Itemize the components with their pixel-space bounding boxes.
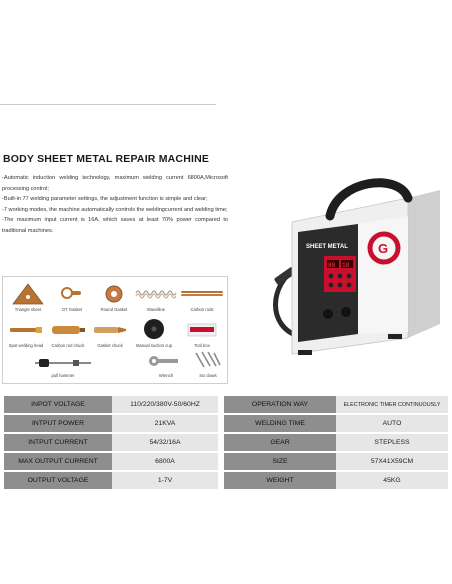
feature-item: -Built-in 77 welding parameter settings, the adjustment function is simple and clear; bbox=[2, 196, 208, 202]
accessory-label: Gasket chuck bbox=[97, 343, 123, 348]
accessory-label: OT Gasket bbox=[61, 307, 83, 312]
accessory-item bbox=[49, 283, 95, 312]
table-row bbox=[4, 471, 448, 490]
accessory-item bbox=[133, 283, 179, 312]
accessory-item bbox=[87, 319, 133, 348]
suction-cup-icon bbox=[139, 317, 169, 341]
spec-value: STEPLESS bbox=[336, 433, 448, 452]
table-row bbox=[4, 414, 448, 433]
accessory-label: pull hammer bbox=[51, 373, 75, 378]
carbon-rods-icon bbox=[179, 283, 225, 305]
specs-table bbox=[4, 396, 448, 491]
carbon-rod-chuck-icon bbox=[48, 319, 88, 341]
spec-label: WEIGHT bbox=[224, 471, 336, 490]
accessory-label: Six claws bbox=[199, 373, 217, 378]
spec-value: 6800A bbox=[112, 452, 218, 471]
accessory-label: Round Gasket bbox=[100, 307, 128, 312]
waveline-icon bbox=[134, 283, 178, 305]
spec-value: 110/220/380V-50/60HZ bbox=[112, 396, 218, 414]
panel-label: SHEET METAL bbox=[306, 244, 348, 250]
accessory-label: Wavelline bbox=[147, 307, 165, 312]
accessory-label: Spot welding head bbox=[8, 343, 44, 348]
page-title: BODY SHEET METAL REPAIR MACHINE bbox=[3, 153, 210, 165]
accessory-item bbox=[33, 355, 93, 378]
brand-mark: G bbox=[378, 241, 389, 256]
feature-item: -7 working modes, the machine automatically controls the weldingcurrent and welding time; bbox=[2, 206, 228, 213]
spec-value: 57X41X59CM bbox=[336, 452, 448, 471]
accessory-item bbox=[45, 319, 91, 348]
six-claws-icon bbox=[190, 349, 226, 371]
accessory-label: Carbon rod chuck bbox=[51, 343, 85, 348]
accessory-item bbox=[143, 351, 189, 378]
spec-label: INTPUT POWER bbox=[4, 414, 112, 433]
top-divider bbox=[0, 104, 216, 105]
display-right: 18 bbox=[342, 262, 350, 269]
ot-gasket-icon bbox=[57, 283, 87, 305]
spec-value: AUTO bbox=[336, 414, 448, 433]
accessory-item bbox=[131, 317, 177, 348]
spec-label: OUTPUT VOLTAGE bbox=[4, 471, 112, 490]
accessory-item bbox=[179, 283, 225, 312]
spec-label: MAX OUTPUT CURRENT bbox=[4, 452, 112, 471]
spec-value: 45KG bbox=[336, 471, 448, 490]
accessory-label: Triangle sheet bbox=[14, 307, 42, 312]
spec-label: GEAR bbox=[224, 433, 336, 452]
spec-value: 54/32/16A bbox=[112, 433, 218, 452]
display-left: 88 bbox=[328, 262, 336, 269]
spot-welding-head-icon bbox=[6, 319, 46, 341]
welding-machine-image bbox=[258, 176, 448, 376]
accessory-item bbox=[185, 349, 231, 378]
spec-label: INPOT VOLTAGE bbox=[4, 396, 112, 414]
round-gasket-icon bbox=[99, 283, 129, 305]
feature-item: -The maximum input current is 16A, which saves at least 70% power compared to traditional machines. bbox=[2, 217, 228, 234]
accessory-label: Wrench bbox=[158, 373, 174, 378]
spec-label: WELDING TIME bbox=[224, 414, 336, 433]
triangle-sheet-icon bbox=[11, 283, 45, 305]
accessory-label: Tool box bbox=[194, 343, 210, 348]
table-row bbox=[4, 396, 448, 414]
accessory-item bbox=[179, 319, 225, 348]
accessory-item bbox=[91, 283, 137, 312]
gasket-chuck-icon bbox=[90, 319, 130, 341]
spec-value: 21KVA bbox=[112, 414, 218, 433]
accessory-label: Carbon rods bbox=[190, 307, 214, 312]
tool-box-icon bbox=[182, 319, 222, 341]
feature-list bbox=[2, 173, 228, 236]
spec-value: ELECTRONIC TIMER CONTINUOUSLY bbox=[336, 396, 448, 414]
table-row bbox=[4, 452, 448, 471]
accessories-panel bbox=[2, 276, 228, 384]
accessory-item bbox=[3, 319, 49, 348]
accessory-item bbox=[5, 283, 51, 312]
table-row bbox=[4, 433, 448, 452]
pull-hammer-icon bbox=[33, 355, 93, 371]
wrench-icon bbox=[146, 351, 186, 371]
spec-value: 1-7V bbox=[112, 471, 218, 490]
spec-label: SIZE bbox=[224, 452, 336, 471]
accessory-label: Manual suction cup bbox=[135, 343, 173, 348]
spec-label: INTPUT CURRENT bbox=[4, 433, 112, 452]
spec-label: OPERATION WAY bbox=[224, 396, 336, 414]
feature-item: -Automatic induction welding technology, maximum welding current 6800A,Microsoft processing control; bbox=[2, 175, 228, 192]
